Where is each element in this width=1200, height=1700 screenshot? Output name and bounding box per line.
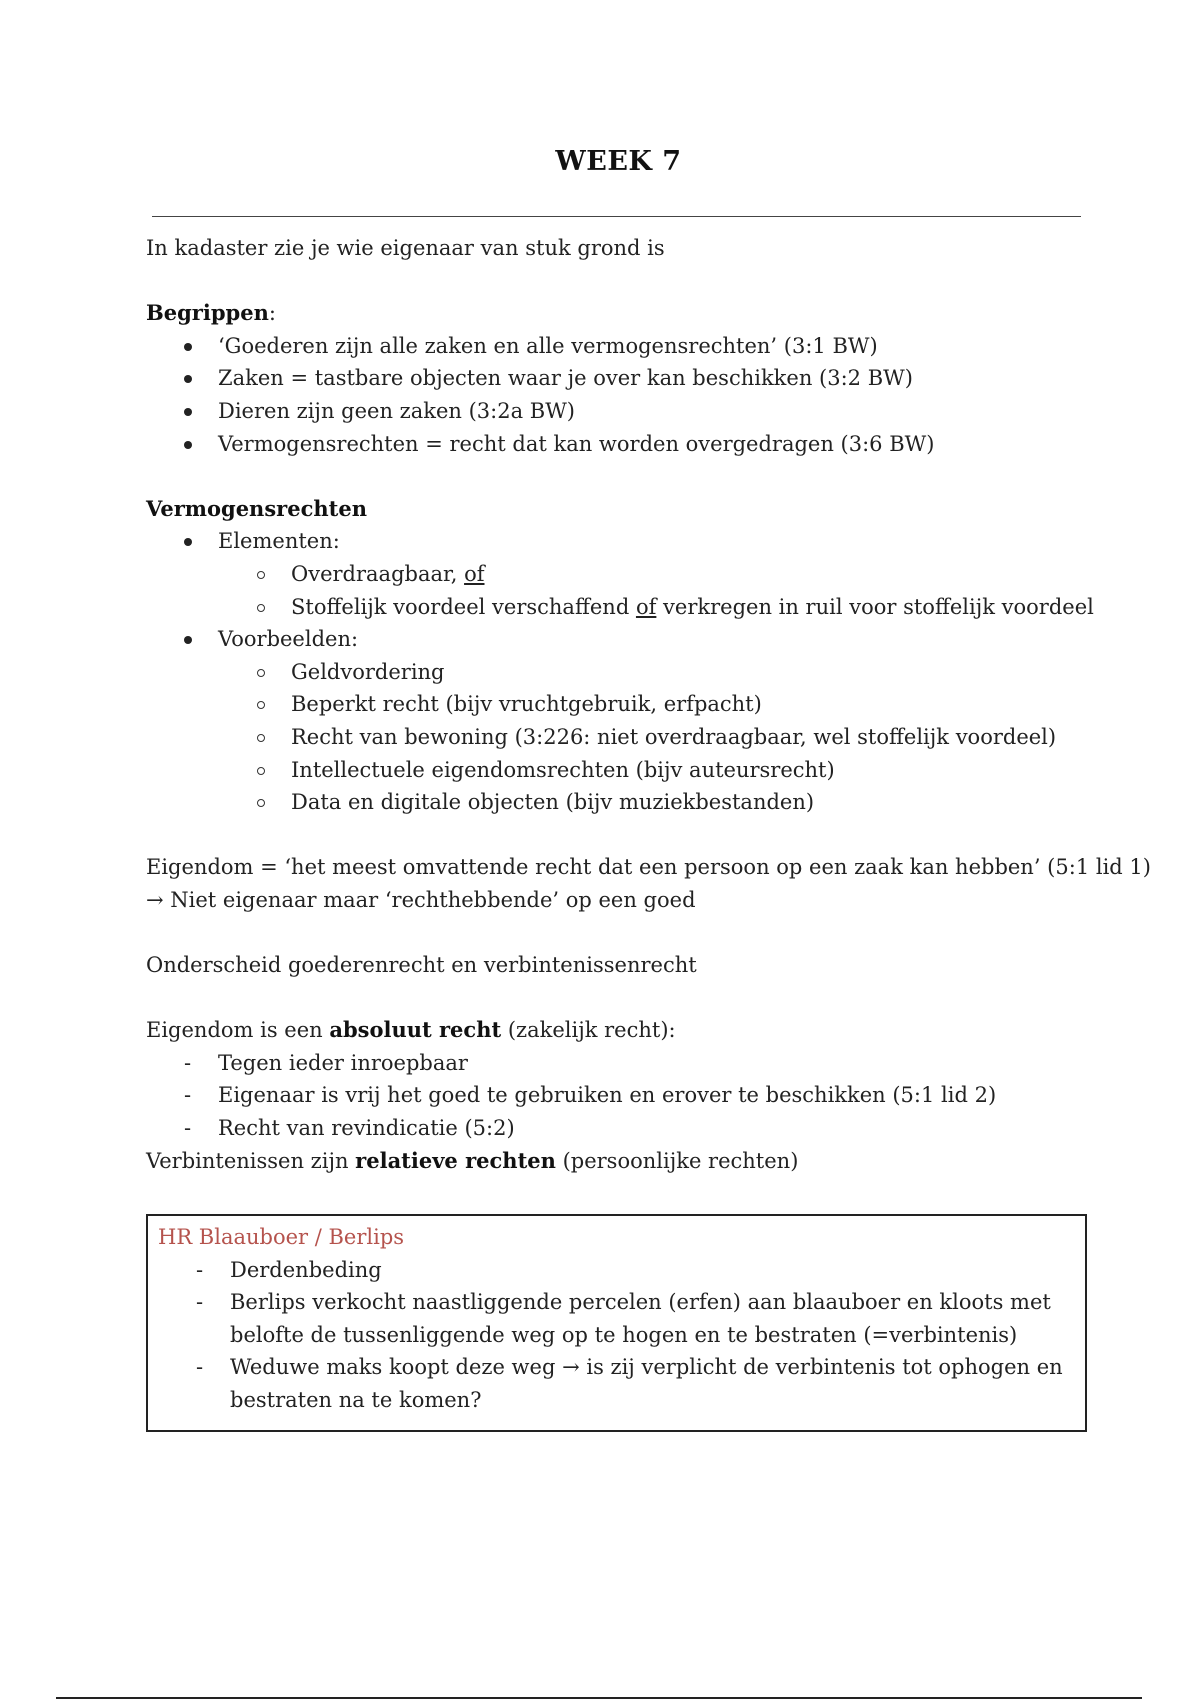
- elementen-of: of: [464, 561, 485, 586]
- case-item: - Weduwe maks koopt deze weg → is zij verplicht de verbintenis tot ophogen en bestraten na te komen?: [148, 1351, 1085, 1416]
- begrippen-item: Dieren zijn geen zaken (3:2a BW): [146, 395, 1091, 428]
- onderscheid-text: Onderscheid goederenrecht en verbintenissenrecht: [146, 953, 697, 978]
- voorbeelden-label: Voorbeelden:: [146, 623, 1091, 656]
- voorbeelden-item: Intellectuele eigendomsrechten (bijv auteursrecht): [146, 754, 1091, 787]
- page-bottom-rule: [56, 1697, 1142, 1699]
- begrippen-list: [146, 330, 1091, 460]
- case-item: - Berlips verkocht naastliggende percelen (erfen) aan blaauboer en kloots met belofte de tussenliggende weg op te hogen en te bestraten (=verbintenis): [148, 1286, 1085, 1351]
- voorbeelden-item: Beperkt recht (bijv vruchtgebruik, erfpacht): [146, 688, 1091, 721]
- begrippen-colon: :: [268, 301, 276, 326]
- title-divider: [152, 216, 1081, 217]
- elementen-item: [146, 591, 1094, 624]
- absoluut-line: [146, 1014, 1091, 1047]
- voorbeelden-item: Data en digitale objecten (bijv muziekbestanden): [146, 786, 1091, 819]
- begrippen-item: Zaken = tastbare objecten waar je over kan beschikken (3:2 BW): [146, 362, 1091, 395]
- voorbeelden-item: Geldvordering: [146, 656, 1091, 689]
- case-item: - Derdenbeding: [148, 1254, 1085, 1287]
- intro-text: In kadaster zie je wie eigenaar van stuk grond is: [146, 236, 665, 260]
- absoluut-list: [146, 1047, 1091, 1145]
- absoluut-pre: Eigendom is een: [146, 1018, 330, 1043]
- vermogensrechten-heading: Vermogensrechten: [146, 495, 367, 521]
- case-box: [146, 1214, 1087, 1432]
- elementen-item-text: Overdraagbaar,: [291, 561, 465, 586]
- begrippen-heading-text: Begrippen: [146, 300, 269, 326]
- absoluut-item: - Recht van revindicatie (5:2): [146, 1112, 1091, 1145]
- case-title: HR Blaauboer / Berlips: [158, 1225, 405, 1249]
- relatief-line: [146, 1145, 1091, 1178]
- absoluut-item: - Eigenaar is vrij het goed te gebruiken en erover te beschikken (5:1 lid 2): [146, 1079, 1091, 1112]
- absoluut-item: - Tegen ieder inroepbaar: [146, 1047, 1091, 1080]
- relatief-bold: relatieve rechten: [355, 1147, 556, 1173]
- begrippen-heading: [146, 297, 1091, 330]
- relatief-post: (persoonlijke rechten): [555, 1148, 799, 1173]
- elementen-label: Elementen:: [146, 525, 1091, 558]
- elementen-item-text: verkregen in ruil voor stoffelijk voordeel: [656, 594, 1094, 619]
- elementen-of: of: [635, 594, 657, 619]
- case-list: [148, 1254, 1085, 1417]
- absoluut-bold: absoluut recht: [329, 1017, 502, 1043]
- begrippen-item: ‘Goederen zijn alle zaken en alle vermogensrechten’ (3:1 BW): [146, 330, 1091, 363]
- absoluut-post: (zakelijk recht):: [501, 1018, 676, 1043]
- elementen-item-text: Stoffelijk voordeel verschaffend: [291, 594, 636, 619]
- notes-body: [146, 232, 1151, 1177]
- eigendom-definition: Eigendom = ‘het meest omvattende recht dat een persoon op een zaak kan hebben’ (5:1 lid 1): [146, 855, 1151, 880]
- page-title: WEEK 7: [555, 146, 682, 177]
- vermogensrechten-list: [146, 525, 1094, 818]
- voorbeelden-item: Recht van bewoning (3:226: niet overdraagbaar, wel stoffelijk voordeel): [146, 721, 1091, 754]
- eigendom-note: → Niet eigenaar maar ‘rechthebbende’ op een goed: [146, 887, 696, 912]
- elementen-item: [146, 558, 1091, 591]
- begrippen-item: Vermogensrechten = recht dat kan worden overgedragen (3:6 BW): [146, 428, 1091, 461]
- relatief-pre: Verbintenissen zijn: [146, 1148, 356, 1173]
